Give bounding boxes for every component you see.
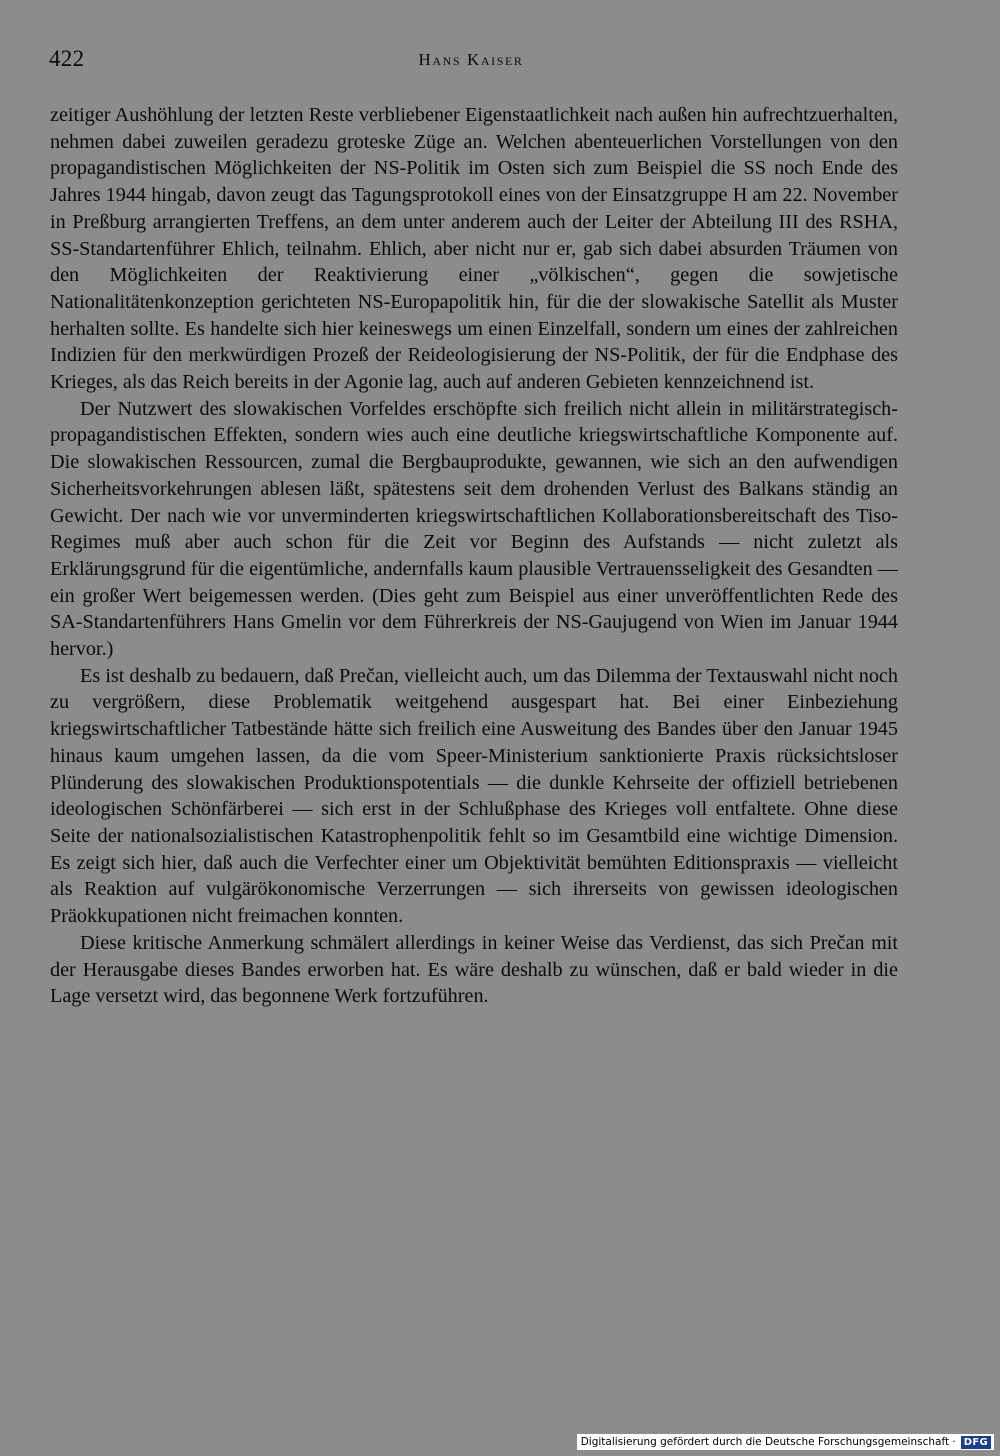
page-number: 422 bbox=[49, 46, 85, 71]
funding-notice: Digitalisierung gefördert durch die Deutsche Forschungsgemeinschaft · bbox=[580, 1436, 956, 1448]
dfg-logo-icon: DFG bbox=[961, 1436, 991, 1449]
digitization-footer bbox=[577, 1434, 994, 1450]
paragraph-1: zeitiger Aushöhlung der letzten Reste verbliebener Eigenstaatlichkeit nach außen hin aufrechtzuerhalten, nehmen dabei zuweilen geradezu groteske Züge an. Welchen abenteuerlichen Vorstellungen von den propagandistischen Möglichkeiten der NS-Politik im Osten sich zum Beispiel die SS noch Ende des Jahres 1944 hingab, davon zeugt das Tagungsprotokoll eines von der Einsatzgruppe H am 22. November in Preßburg arrangierten Treffens, an dem unter anderem auch der Leiter der Abteilung III des RSHA, SS-Standartenführer Ehlich, teilnahm. Ehlich, aber nicht nur er, gab sich dabei absurden Träumen von den Möglichkeiten der Reaktivierung einer „völkischen“, gegen die sowjetische Nationalitätenkonzeption gerichteten NS-Europapolitik hin, für die der slowakische Satellit als Muster herhalten sollte. Es handelte sich hier keineswegs um einen Einzelfall, sondern um eines der zahlreichen Indizien für den merkwürdigen Prozeß der Reideologisierung der NS-Politik, der für die Endphase des Krieges, als das Reich bereits in der Agonie lag, auch auf anderen Gebieten kennzeichnend ist. bbox=[50, 104, 898, 394]
article-body bbox=[50, 102, 898, 1010]
paragraph-3: Es ist deshalb zu bedauern, daß Prečan, vielleicht auch, um das Dilemma der Textauswahl nicht noch zu vergrößern, diese Problematik weitgehend ausgespart hat. Bei einer Einbeziehung kriegswirtschaftlicher Tatbestände hätte sich freilich eine Ausweitung des Bandes über den Januar 1945 hinaus kaum umgehen lassen, da die vom Speer-Ministerium sanktionierte Praxis rücksichtsloser Plünderung des slowakischen Produktionspotentials — die dunkle Kehrseite der offiziell betriebenen ideologischen Schönfärberei — sich erst in der Schlußphase des Krieges voll entfaltete. Ohne diese Seite der nationalsozialistischen Katastrophenpolitik fehlt so im Gesamtbild eine wichtige Dimension. Es zeigt sich hier, daß auch die Verfechter einer um Objektivität bemühten Editionspraxis — vielleicht als Reaktion auf vulgärökonomische Verzerrungen — sich ihrerseits von gewissen ideologischen Präokkupationen nicht freimachen konnten. bbox=[50, 664, 898, 928]
paragraph-4: Diese kritische Anmerkung schmälert allerdings in keiner Weise das Verdienst, das sich Prečan mit der Herausgabe dieses Bandes erworben hat. Es wäre deshalb zu wünschen, daß er bald wieder in die Lage versetzt wird, das begonnene Werk fortzuführen. bbox=[50, 931, 898, 1008]
paragraph-2: Der Nutzwert des slowakischen Vorfeldes erschöpfte sich freilich nicht allein in militärstrategisch-propagandistischen Effekten, sondern wies auch eine deutliche kriegswirtschaftliche Komponente auf. Die slowakischen Ressourcen, zumal die Bergbauprodukte, gewannen, wie sich an den aufwendigen Sicherheitsvorkehrungen ablesen läßt, spätestens seit dem drohenden Verlust des Balkans ständig an Gewicht. Der nach wie vor unverminderten kriegswirtschaftlichen Kollaborationsbereitschaft des Tiso-Regimes muß aber auch schon für die Zeit vor Beginn des Aufstands — nicht zuletzt als Erklärungsgrund für die eigentümliche, andernfalls kaum plausible Vertrauensseligkeit des Gesandten — ein großer Wert beigemessen werden. (Dies geht zum Beispiel aus einer unveröffentlichten Rede des SA-Standartenführers Hans Gmelin vor dem Führerkreis der NS-Gaujugend von Wien im Januar 1944 hervor.) bbox=[50, 397, 898, 661]
running-head: Hans Kaiser bbox=[418, 50, 524, 69]
